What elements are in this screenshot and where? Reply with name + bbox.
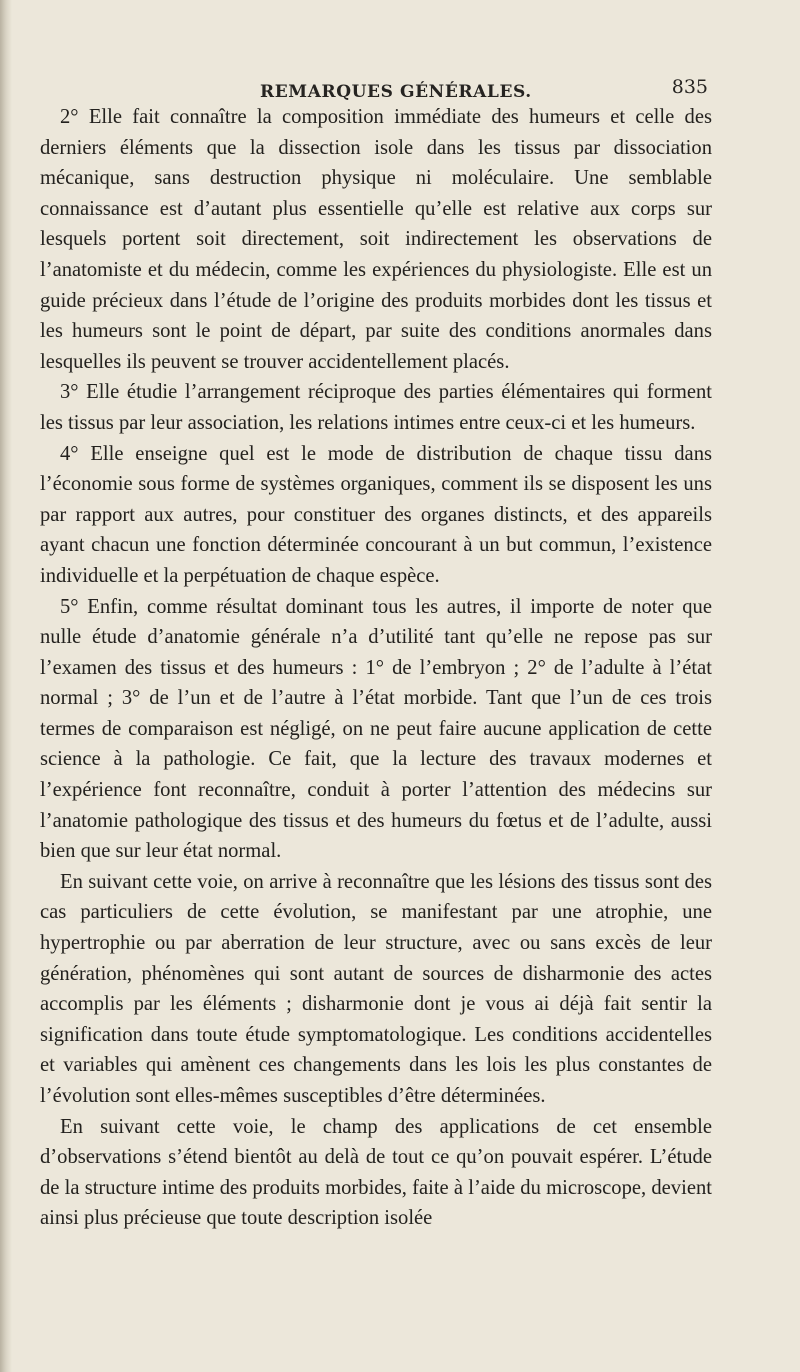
- paragraph-applications: En suivant cette voie, le champ des applications de cet ensemble d’observations s’étend bientôt au delà de tout ce qu’on pouvait espérer. L’étude de la structure intime des produits morbides, faite à l’aide du microscope, devient ainsi plus précieuse que toute description isolée: [40, 1115, 712, 1230]
- page-binding-edge: [0, 0, 12, 1372]
- running-title: REMARQUES GÉNÉRALES.: [260, 82, 532, 102]
- body-text: [40, 102, 712, 1234]
- paragraph-point-5: 5° Enfin, comme résultat dominant tous les autres, il importe de noter que nulle étude d’anatomie générale n’a d’utilité tant qu’elle ne repose pas sur l’examen des tissus et des humeurs : 1° de l’embryon ; 2° de l’adulte à l’état normal ; 3° de l’un et de l’autre à l’état morbide. Tant que l’un de ces trois termes de comparaison est négligé, on ne peut faire aucune application de cette science à la pathologie. Ce fait, que la lecture des travaux modernes et l’expérience font reconnaître, conduit à porter l’attention des médecins sur l’anatomie pathologique des tissus et des humeurs du fœtus et de l’adulte, aussi bien que sur leur état normal.: [40, 595, 712, 863]
- page-number: 835: [671, 76, 708, 98]
- paragraph-point-4: 4° Elle enseigne quel est le mode de distribution de chaque tissu dans l’économie sous forme de systèmes organiques, comment ils se disposent les uns par rapport aux autres, pour constituer des organes distincts, et des appareils ayant chacun une fonction déterminée concourant à un but commun, l’existence individuelle et la perpétuation de chaque espèce.: [40, 442, 712, 587]
- paragraph-point-2: 2° Elle fait connaître la composition immédiate des humeurs et celle des derniers éléments que la dissection isole dans les tissus par dissociation mécanique, sans destruction physique ni moléculaire. Une semblable connaissance est d’autant plus essentielle qu’elle est relative aux corps sur lesquels portent soit directement, soit indirectement les observations de l’anatomiste et du médecin, comme les expériences du physiologiste. Elle est un guide précieux dans l’étude de l’origine des produits morbides dont les tissus et les humeurs sont le point de départ, par suite des conditions anormales dans lesquelles ils peuvent se trouver accidentellement placés.: [40, 106, 712, 373]
- paragraph-point-3: 3° Elle étudie l’arrangement réciproque des parties élémentaires qui forment les tissus par leur association, les relations intimes entre ceux-ci et les humeurs.: [40, 381, 712, 434]
- paragraph-lesions: En suivant cette voie, on arrive à reconnaître que les lésions des tissus sont des cas particuliers de cette évolution, se manifestant par une atrophie, une hypertrophie ou par aberration de leur structure, avec ou sans excès de leur génération, phénomènes qui sont autant de sources de disharmonie des actes accomplis par les éléments ; disharmonie dont je vous ai déjà fait sentir la signification dans toute étude symptomatologique. Les conditions accidentelles et variables qui amènent ces changements dans les lois les plus constantes de l’évolution sont elles-mêmes susceptibles d’être déterminées.: [40, 870, 712, 1107]
